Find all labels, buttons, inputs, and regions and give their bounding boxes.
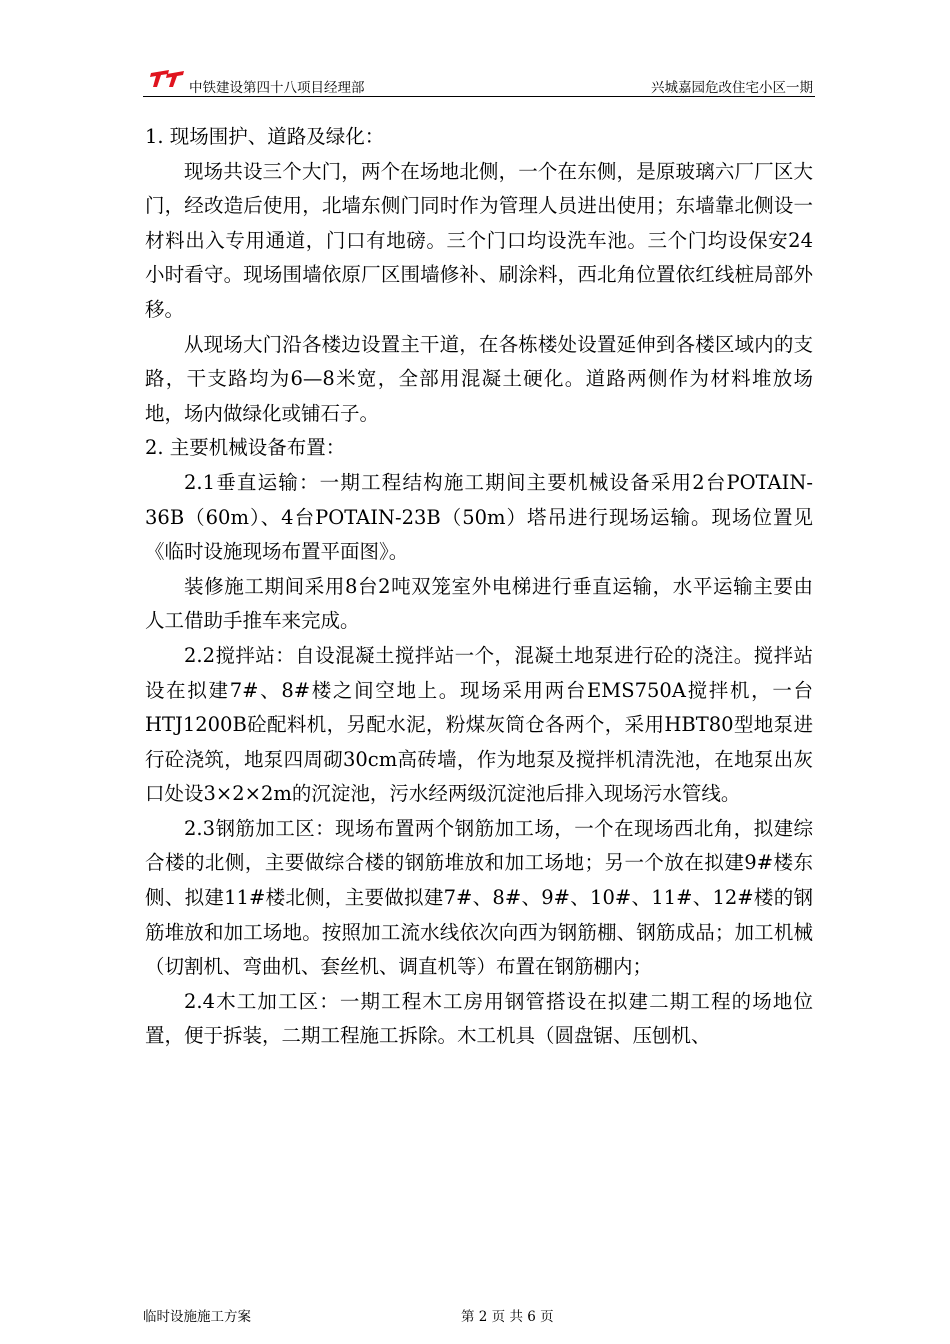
body-paragraph: 2.1垂直运输：一期工程结构施工期间主要机械设备采用2台POTAIN-36B（60m）、4台POTAIN-23B（50m）塔吊进行现场运输。现场位置见《临时设施现场布置平面图》。 — [145, 470, 813, 564]
body-paragraph: 从现场大门沿各楼边设置主干道，在各栋楼处设置延伸到各楼区域内的支路，干支路均为6—8米宽，全部用混凝土硬化。道路两侧作为材料堆放场地，场内做绿化或铺石子。 — [145, 332, 813, 425]
header-project-name: 兴城嘉园危改住宅小区一期 — [651, 80, 813, 96]
document-body — [145, 120, 813, 1054]
page-header — [143, 66, 815, 97]
section-heading: 1. 现场围护、道路及绿化： — [145, 125, 385, 148]
body-paragraph: 2.3钢筋加工区：现场布置两个钢筋加工场，一个在现场西北角，拟建综合楼的北侧，主要做综合楼的钢筋堆放和加工场地；另一个放在拟建9#楼东侧、拟建11#楼北侧，主要做拟建7#、8#、9#、10#、11#、12#楼的钢筋堆放和加工场地。按照加工流水线依次向西为钢筋棚、钢筋成品；加工机械（切割机、弯曲机、套丝机、调直机等）布置在钢筋棚内； — [145, 816, 814, 979]
page-footer — [143, 1305, 815, 1327]
body-paragraph: 装修施工期间采用8台2吨双笼室外电梯进行垂直运输，水平运输主要由人工借助手推车来完成。 — [145, 574, 813, 633]
section-heading: 2. 主要机械设备布置： — [145, 436, 346, 460]
footer-document-title: 临时设施施工方案 — [143, 1309, 251, 1325]
page-number: 第 2 页 共 6 页 — [461, 1309, 554, 1325]
header-organization: 中铁建设第四十八项目经理部 — [189, 80, 365, 96]
company-logo-icon — [149, 69, 185, 89]
body-paragraph: 现场共设三个大门，两个在场地北侧，一个在东侧，是原玻璃六厂厂区大门，经改造后使用，北墙东侧门同时作为管理人员进出使用；东墙靠北侧设一材料出入专用通道，门口有地磅。三个门口均设洗车池。三个门均设保安24小时看守。现场围墙依原厂区围墙修补、刷涂料，西北角位置依红线桩局部外移。 — [145, 159, 813, 321]
body-paragraph: 2.4木工加工区：一期工程木工房用钢管搭设在拟建二期工程的场地位置，便于拆装，二期工程施工拆除。木工机具（圆盘锯、压刨机、 — [145, 989, 813, 1048]
body-paragraph: 2.2搅拌站：自设混凝土搅拌站一个，混凝土地泵进行砼的浇注。搅拌站设在拟建7#、8#楼之间空地上。现场采用两台EMS750A搅拌机，一台HTJ1200B砼配料机，另配水泥，粉煤灰筒仓各两个，采用HBT80型地泵进行砼浇筑，地泵四周砌30cm高砖墙，作为地泵及搅拌机清洗池，在地泵出灰口处设3×2×2m的沉淀池，污水经两级沉淀池后排入现场污水管线。 — [145, 643, 813, 806]
